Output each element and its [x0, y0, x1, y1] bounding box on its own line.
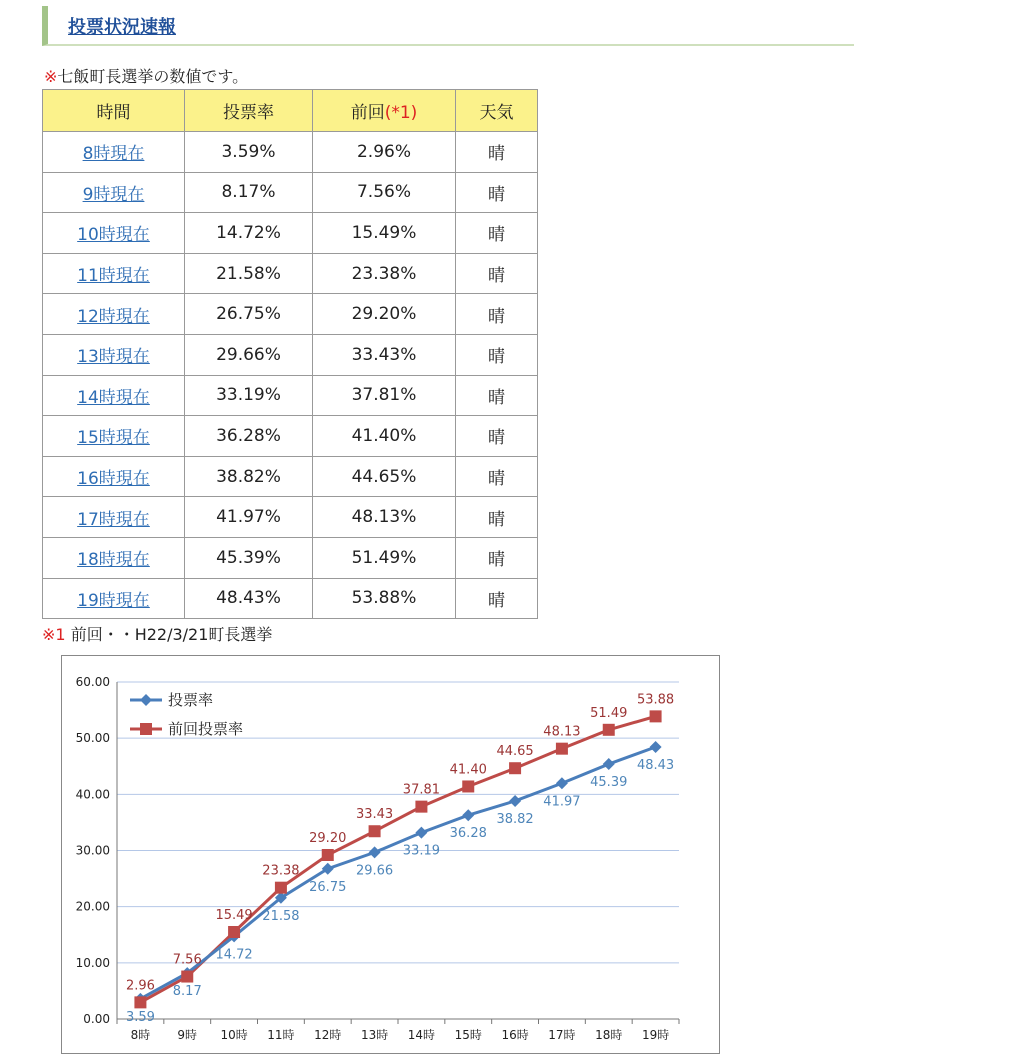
data-label-current: 36.28 — [449, 826, 487, 842]
cell-rate: 29.66% — [185, 334, 313, 375]
note-mark: ※ — [44, 67, 58, 86]
data-point-current — [650, 741, 662, 753]
cell-weather: 晴 — [456, 578, 538, 619]
data-point-previous — [650, 710, 662, 722]
data-label-current: 38.82 — [496, 811, 534, 827]
data-point-previous — [228, 926, 240, 938]
header-prev — [313, 90, 456, 132]
cell-weather: 晴 — [456, 456, 538, 497]
cell-time — [43, 456, 185, 497]
legend-label-previous: 前回投票率 — [168, 720, 244, 738]
cell-time — [43, 497, 185, 538]
election-note — [44, 64, 248, 87]
y-tick-label: 30.00 — [75, 843, 110, 858]
data-point-current — [556, 777, 568, 789]
data-label-previous: 48.13 — [543, 724, 581, 740]
cell-weather: 晴 — [456, 172, 538, 213]
data-label-current: 41.97 — [543, 794, 581, 810]
data-point-previous — [556, 743, 568, 755]
cell-weather: 晴 — [456, 132, 538, 173]
cell-rate: 3.59% — [185, 132, 313, 173]
data-label-previous: 37.81 — [402, 782, 441, 798]
x-tick-label: 10時 — [220, 1028, 248, 1042]
data-label-current: 21.58 — [262, 908, 300, 924]
table-header-row — [43, 90, 538, 132]
legend-marker-previous — [140, 723, 152, 735]
data-label-previous: 44.65 — [496, 744, 534, 760]
y-tick-label: 20.00 — [75, 899, 110, 914]
time-link[interactable]: 11時現在 — [77, 266, 150, 287]
data-label-previous: 15.49 — [215, 907, 253, 923]
x-tick-label: 11時 — [267, 1028, 295, 1042]
cell-rate: 41.97% — [185, 497, 313, 538]
cell-prev: 2.96% — [313, 132, 456, 173]
data-label-current: 3.59 — [125, 1009, 155, 1025]
cell-time — [43, 213, 185, 254]
data-point-previous — [509, 762, 521, 774]
time-link[interactable]: 8時現在 — [82, 144, 145, 165]
time-link[interactable]: 17時現在 — [77, 509, 150, 530]
time-link[interactable]: 13時現在 — [77, 347, 150, 368]
data-label-current: 33.19 — [402, 843, 441, 859]
data-label-current: 45.39 — [590, 775, 628, 791]
cell-rate: 36.28% — [185, 416, 313, 457]
table-row — [43, 213, 538, 254]
table-row — [43, 375, 538, 416]
y-tick-label: 60.00 — [75, 675, 110, 689]
header-prev-label: 前回 — [350, 103, 385, 123]
chart-svg — [62, 656, 721, 1055]
data-label-previous: 7.56 — [172, 952, 202, 968]
table-row — [43, 334, 538, 375]
cell-rate: 26.75% — [185, 294, 313, 335]
data-point-previous — [181, 971, 193, 983]
x-tick-label: 8時 — [130, 1028, 151, 1042]
time-link[interactable]: 12時現在 — [77, 306, 150, 327]
x-tick-label: 15時 — [454, 1028, 482, 1042]
cell-rate: 33.19% — [185, 375, 313, 416]
footnote-text: 前回・・H22/3/21町長選挙 — [70, 625, 273, 644]
table-row — [43, 537, 538, 578]
data-label-previous: 2.96 — [125, 978, 155, 994]
time-link[interactable]: 9時現在 — [82, 184, 145, 205]
data-point-previous — [369, 825, 381, 837]
cell-rate: 14.72% — [185, 213, 313, 254]
cell-rate: 38.82% — [185, 456, 313, 497]
data-label-previous: 33.43 — [355, 807, 394, 823]
data-label-current: 26.75 — [309, 879, 347, 895]
cell-time — [43, 253, 185, 294]
cell-prev: 48.13% — [313, 497, 456, 538]
table-row — [43, 456, 538, 497]
cell-time — [43, 172, 185, 213]
cell-weather: 晴 — [456, 213, 538, 254]
data-point-current — [415, 827, 427, 839]
footnote — [42, 622, 272, 645]
cell-prev: 41.40% — [313, 416, 456, 457]
table-row — [43, 172, 538, 213]
cell-weather: 晴 — [456, 375, 538, 416]
cell-weather: 晴 — [456, 537, 538, 578]
data-label-current: 14.72 — [215, 947, 253, 963]
data-point-previous — [134, 996, 146, 1008]
x-tick-label: 14時 — [407, 1028, 436, 1042]
cell-rate: 21.58% — [185, 253, 313, 294]
data-label-previous: 41.40 — [449, 762, 487, 778]
data-point-current — [509, 795, 521, 807]
data-point-current — [369, 846, 381, 858]
cell-weather: 晴 — [456, 416, 538, 457]
table-row — [43, 253, 538, 294]
table-row — [43, 578, 538, 619]
note-text: 七飯町長選挙の数値です。 — [57, 67, 249, 86]
heading-link[interactable]: 投票状況速報 — [68, 17, 176, 38]
data-label-current: 29.66 — [355, 863, 394, 879]
cell-prev: 51.49% — [313, 537, 456, 578]
time-link[interactable]: 18時現在 — [77, 550, 150, 571]
section-heading — [42, 6, 854, 46]
data-point-previous — [603, 724, 615, 736]
cell-prev: 15.49% — [313, 213, 456, 254]
cell-weather: 晴 — [456, 497, 538, 538]
time-link[interactable]: 15時現在 — [77, 428, 150, 449]
time-link[interactable]: 16時現在 — [77, 469, 150, 490]
cell-weather: 晴 — [456, 334, 538, 375]
data-label-previous: 29.20 — [309, 830, 347, 846]
y-tick-label: 50.00 — [75, 731, 110, 746]
cell-time — [43, 334, 185, 375]
data-point-previous — [462, 780, 474, 792]
y-tick-label: 40.00 — [75, 787, 110, 802]
cell-prev: 37.81% — [313, 375, 456, 416]
x-tick-label: 19時 — [641, 1028, 670, 1042]
cell-prev: 29.20% — [313, 294, 456, 335]
cell-prev: 23.38% — [313, 253, 456, 294]
header-weather: 天気 — [456, 90, 538, 132]
cell-time — [43, 537, 185, 578]
header-rate: 投票率 — [185, 90, 313, 132]
data-label-current: 8.17 — [172, 984, 202, 1000]
turnout-chart — [61, 655, 720, 1054]
cell-rate: 48.43% — [185, 578, 313, 619]
cell-prev: 33.43% — [313, 334, 456, 375]
cell-weather: 晴 — [456, 294, 538, 335]
y-tick-label: 10.00 — [75, 955, 110, 970]
cell-time — [43, 578, 185, 619]
data-point-current — [603, 758, 615, 770]
legend-marker-current — [140, 694, 152, 706]
x-tick-label: 16時 — [501, 1028, 529, 1042]
table-row — [43, 497, 538, 538]
data-label-current: 48.43 — [636, 757, 675, 773]
x-tick-label: 12時 — [314, 1028, 342, 1042]
cell-time — [43, 294, 185, 335]
time-link[interactable]: 14時現在 — [77, 387, 150, 408]
time-link[interactable]: 10時現在 — [77, 225, 150, 246]
table-row — [43, 294, 538, 335]
data-point-previous — [322, 849, 334, 861]
cell-time — [43, 416, 185, 457]
x-tick-label: 9時 — [177, 1028, 198, 1042]
data-point-current — [462, 809, 474, 821]
data-label-previous: 51.49 — [590, 705, 628, 721]
cell-rate: 45.39% — [185, 537, 313, 578]
x-tick-label: 17時 — [548, 1028, 576, 1042]
legend-label-current: 投票率 — [168, 691, 214, 709]
y-tick-label: 0.00 — [83, 1012, 110, 1026]
data-point-previous — [415, 801, 427, 813]
data-point-previous — [275, 882, 287, 894]
x-tick-label: 13時 — [360, 1028, 389, 1042]
turnout-table — [42, 89, 538, 619]
header-prev-ref: (*1) — [384, 103, 418, 123]
header-time: 時間 — [43, 90, 185, 132]
table-row — [43, 132, 538, 173]
cell-weather: 晴 — [456, 253, 538, 294]
cell-prev: 7.56% — [313, 172, 456, 213]
cell-rate: 8.17% — [185, 172, 313, 213]
cell-time — [43, 375, 185, 416]
data-label-previous: 53.88 — [636, 692, 675, 708]
table-row — [43, 416, 538, 457]
x-tick-label: 18時 — [595, 1028, 623, 1042]
time-link[interactable]: 19時現在 — [77, 590, 150, 611]
cell-time — [43, 132, 185, 173]
cell-prev: 44.65% — [313, 456, 456, 497]
data-label-previous: 23.38 — [262, 863, 300, 879]
cell-prev: 53.88% — [313, 578, 456, 619]
footnote-mark: ※1 — [42, 625, 66, 644]
